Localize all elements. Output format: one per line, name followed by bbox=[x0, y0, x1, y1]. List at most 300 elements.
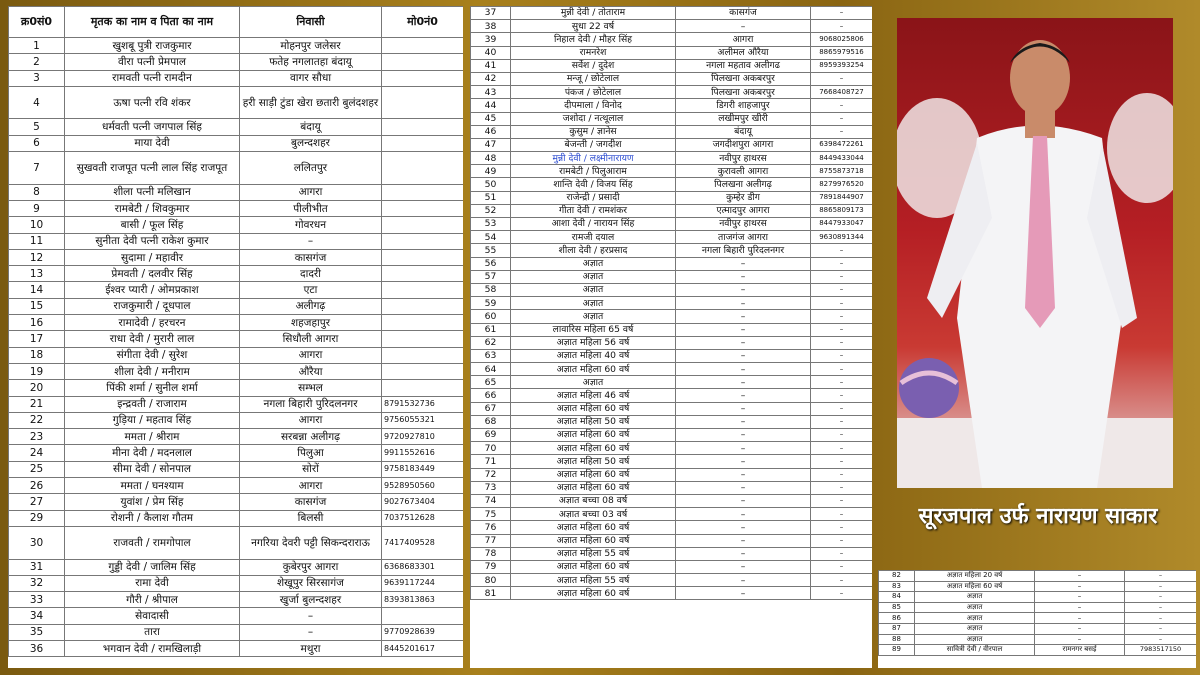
mobile-cell bbox=[382, 38, 464, 54]
resident-cell: खुर्जा बुलन्दशहर bbox=[240, 592, 382, 608]
mobile-cell bbox=[382, 233, 464, 249]
serial-cell: 84 bbox=[879, 592, 915, 603]
mobile-cell: – bbox=[1125, 571, 1197, 582]
name-cell: अज्ञात महिला 60 वर्ष bbox=[511, 587, 676, 600]
name-cell: कुसुम / ज्ञानेस bbox=[511, 125, 676, 138]
mobile-cell: 9756055321 bbox=[382, 412, 464, 428]
name-cell: रामबेटी / पिलुआराम bbox=[511, 165, 676, 178]
mobile-cell: – bbox=[1125, 623, 1197, 634]
resident-cell: एत्मादपुर आगरा bbox=[676, 204, 811, 217]
resident-cell: – bbox=[676, 363, 811, 376]
serial-cell: 60 bbox=[471, 310, 511, 323]
resident-cell: – bbox=[676, 323, 811, 336]
resident-cell: ललितपुर bbox=[240, 152, 382, 185]
serial-cell: 20 bbox=[9, 380, 65, 396]
table-row bbox=[471, 165, 873, 178]
table-row bbox=[471, 7, 873, 20]
resident-cell: पिलखना अकबरपुर bbox=[676, 72, 811, 85]
table-row bbox=[471, 376, 873, 389]
name-cell: रामबेटी / शिवकुमार bbox=[65, 200, 240, 216]
table-row bbox=[9, 363, 464, 379]
resident-cell: दादरी bbox=[240, 266, 382, 282]
resident-cell: – bbox=[676, 297, 811, 310]
name-cell: मुन्नी देवी / लक्ष्मीनारायण bbox=[511, 152, 676, 165]
table-row bbox=[879, 602, 1197, 613]
resident-cell: अलीमल औरैया bbox=[676, 46, 811, 59]
serial-cell: 52 bbox=[471, 204, 511, 217]
table-row bbox=[471, 112, 873, 125]
table-row bbox=[471, 218, 873, 231]
mobile-cell bbox=[382, 266, 464, 282]
table-row bbox=[471, 125, 873, 138]
mobile-cell: – bbox=[811, 574, 873, 587]
mobile-cell bbox=[382, 363, 464, 379]
name-cell: शीला देवी / मनीराम bbox=[65, 363, 240, 379]
resident-cell: – bbox=[676, 521, 811, 534]
resident-cell: नवीपुर हाथरस bbox=[676, 218, 811, 231]
serial-cell: 6 bbox=[9, 135, 65, 151]
name-cell: अज्ञात महिला 60 वर्ष bbox=[511, 521, 676, 534]
resident-cell: पिलुआ bbox=[240, 445, 382, 461]
mobile-cell: – bbox=[1125, 613, 1197, 624]
name-cell: धर्मवती पत्नी जगपाल सिंह bbox=[65, 119, 240, 135]
resident-cell: सम्भल bbox=[240, 380, 382, 396]
mobile-cell bbox=[382, 298, 464, 314]
mobile-cell: – bbox=[811, 376, 873, 389]
table-row bbox=[471, 336, 873, 349]
mobile-cell: 7668408727 bbox=[811, 86, 873, 99]
name-cell: अज्ञात bbox=[915, 592, 1035, 603]
mobile-cell: – bbox=[811, 534, 873, 547]
name-cell: ईश्वर प्यारी / ओमप्रकाश bbox=[65, 282, 240, 298]
table-row bbox=[471, 389, 873, 402]
name-cell: सुनीता देवी पत्नी राकेश कुमार bbox=[65, 233, 240, 249]
serial-cell: 66 bbox=[471, 389, 511, 402]
serial-cell: 35 bbox=[9, 624, 65, 640]
name-cell: जशोदा / नत्थूलाल bbox=[511, 112, 676, 125]
name-cell: सावित्री देवी / वीरपाल bbox=[915, 645, 1035, 656]
name-cell: शान्ति देवी / विजय सिंह bbox=[511, 178, 676, 191]
mobile-cell: – bbox=[811, 363, 873, 376]
serial-cell: 26 bbox=[9, 478, 65, 494]
header-resident: निवासी bbox=[240, 7, 382, 38]
mobile-cell: – bbox=[811, 587, 873, 600]
name-cell: सर्वेश / दुदेश bbox=[511, 59, 676, 72]
serial-cell: 30 bbox=[9, 526, 65, 559]
resident-cell: पिलखना अकबरपुर bbox=[676, 86, 811, 99]
name-cell: खुशबू पुत्री राजकुमार bbox=[65, 38, 240, 54]
mobile-cell: – bbox=[811, 99, 873, 112]
table-row bbox=[471, 297, 873, 310]
mobile-cell: – bbox=[811, 429, 873, 442]
serial-cell: 87 bbox=[879, 623, 915, 634]
serial-cell: 72 bbox=[471, 468, 511, 481]
resident-cell: आगरा bbox=[240, 412, 382, 428]
serial-cell: 63 bbox=[471, 349, 511, 362]
table-row bbox=[471, 587, 873, 600]
name-cell: अज्ञात महिला 20 वर्ष bbox=[915, 571, 1035, 582]
table-row bbox=[879, 634, 1197, 645]
resident-cell: – bbox=[676, 468, 811, 481]
serial-cell: 37 bbox=[471, 7, 511, 20]
resident-cell: अलीगढ़ bbox=[240, 298, 382, 314]
resident-cell: – bbox=[676, 429, 811, 442]
mobile-cell: 6368683301 bbox=[382, 559, 464, 575]
resident-cell: औरैया bbox=[240, 363, 382, 379]
portrait-illustration bbox=[897, 18, 1173, 488]
table-row bbox=[471, 283, 873, 296]
table-row bbox=[9, 640, 464, 656]
mobile-cell bbox=[382, 70, 464, 86]
serial-cell: 24 bbox=[9, 445, 65, 461]
resident-cell: पिलखना अलीगढ़ bbox=[676, 178, 811, 191]
table-row bbox=[9, 298, 464, 314]
name-cell: रामादेवी / हरचरन bbox=[65, 315, 240, 331]
name-cell: मीना देवी / मदनलाल bbox=[65, 445, 240, 461]
name-cell: अज्ञात महिला 60 वर्ष bbox=[511, 442, 676, 455]
resident-cell: – bbox=[676, 587, 811, 600]
serial-cell: 77 bbox=[471, 534, 511, 547]
serial-cell: 47 bbox=[471, 138, 511, 151]
name-cell: अज्ञात bbox=[511, 283, 676, 296]
mobile-cell: – bbox=[811, 349, 873, 362]
name-cell: अज्ञात महिला 50 वर्ष bbox=[511, 455, 676, 468]
table-row bbox=[9, 152, 464, 185]
resident-cell: – bbox=[676, 415, 811, 428]
serial-cell: 45 bbox=[471, 112, 511, 125]
table-row bbox=[9, 331, 464, 347]
mobile-cell bbox=[382, 217, 464, 233]
resident-cell: गोवरधन bbox=[240, 217, 382, 233]
name-cell: अज्ञात महिला 60 वर्ष bbox=[511, 560, 676, 573]
name-cell: अज्ञात bbox=[511, 376, 676, 389]
resident-cell: एटा bbox=[240, 282, 382, 298]
mobile-cell: 8279976520 bbox=[811, 178, 873, 191]
table-row bbox=[471, 46, 873, 59]
resident-cell: – bbox=[676, 257, 811, 270]
table-row bbox=[471, 244, 873, 257]
table-row bbox=[471, 547, 873, 560]
resident-cell: – bbox=[240, 608, 382, 624]
resident-cell: – bbox=[676, 20, 811, 33]
serial-cell: 79 bbox=[471, 560, 511, 573]
serial-cell: 41 bbox=[471, 59, 511, 72]
serial-cell: 78 bbox=[471, 547, 511, 560]
mobile-cell: 8445201617 bbox=[382, 640, 464, 656]
mobile-cell: 9770928639 bbox=[382, 624, 464, 640]
serial-cell: 5 bbox=[9, 119, 65, 135]
resident-cell: – bbox=[676, 494, 811, 507]
mobile-cell: 6398472261 bbox=[811, 138, 873, 151]
caption-title: सूरजपाल उर्फ नारायण साकार bbox=[918, 504, 1158, 529]
resident-cell: नगला महताव अलीगढ bbox=[676, 59, 811, 72]
name-cell: राधा देवी / मुरारी लाल bbox=[65, 331, 240, 347]
resident-cell: जगदीशपुरा आगरा bbox=[676, 138, 811, 151]
resident-cell: ताजगंज आगरा bbox=[676, 231, 811, 244]
mobile-cell bbox=[382, 315, 464, 331]
serial-cell: 89 bbox=[879, 645, 915, 656]
serial-cell: 14 bbox=[9, 282, 65, 298]
serial-cell: 33 bbox=[9, 592, 65, 608]
table-row bbox=[9, 592, 464, 608]
mobile-cell: 8865979516 bbox=[811, 46, 873, 59]
table-row bbox=[471, 455, 873, 468]
serial-cell: 25 bbox=[9, 461, 65, 477]
serial-cell: 49 bbox=[471, 165, 511, 178]
resident-cell: नवीपुर हाथरस bbox=[676, 152, 811, 165]
name-cell: मुन्नी देवी / तोताराम bbox=[511, 7, 676, 20]
table-row bbox=[9, 282, 464, 298]
name-cell: गुड़िया / महताव सिंह bbox=[65, 412, 240, 428]
portrait-photo bbox=[897, 18, 1173, 488]
table-row bbox=[9, 86, 464, 119]
table-row bbox=[9, 445, 464, 461]
resident-cell: नगला बिहारी पुरिदलनगर bbox=[240, 396, 382, 412]
mobile-cell: – bbox=[811, 125, 873, 138]
serial-cell: 9 bbox=[9, 200, 65, 216]
name-cell: वीरा पत्नी प्रेमपाल bbox=[65, 54, 240, 70]
table-row bbox=[471, 33, 873, 46]
header-mobile: मो0नं0 bbox=[382, 7, 464, 38]
mobile-cell: – bbox=[811, 494, 873, 507]
name-cell: सुखवती राजपूत पत्नी लाल सिंह राजपूत bbox=[65, 152, 240, 185]
table-row bbox=[471, 178, 873, 191]
table-row bbox=[9, 266, 464, 282]
serial-cell: 67 bbox=[471, 402, 511, 415]
table-row bbox=[9, 478, 464, 494]
mobile-cell: 9528950560 bbox=[382, 478, 464, 494]
serial-cell: 36 bbox=[9, 640, 65, 656]
table-row bbox=[9, 526, 464, 559]
serial-cell: 15 bbox=[9, 298, 65, 314]
mobile-cell: – bbox=[811, 244, 873, 257]
name-cell: पिंकी शर्मा / सुनील शर्मा bbox=[65, 380, 240, 396]
mobile-cell: – bbox=[811, 297, 873, 310]
serial-cell: 44 bbox=[471, 99, 511, 112]
mobile-cell bbox=[382, 54, 464, 70]
table-row bbox=[879, 571, 1197, 582]
serial-cell: 56 bbox=[471, 257, 511, 270]
mobile-cell: 8755873718 bbox=[811, 165, 873, 178]
table-row bbox=[879, 613, 1197, 624]
mobile-cell: – bbox=[811, 521, 873, 534]
mobile-cell: 9720927810 bbox=[382, 429, 464, 445]
table-row bbox=[9, 559, 464, 575]
resident-cell: नगला बिहारी पुरिदलनगर bbox=[676, 244, 811, 257]
resident-cell: रामनगर बसई bbox=[1035, 645, 1125, 656]
serial-cell: 82 bbox=[879, 571, 915, 582]
mobile-cell: 8449433044 bbox=[811, 152, 873, 165]
name-cell: रामा देवी bbox=[65, 575, 240, 591]
resident-cell: – bbox=[1035, 623, 1125, 634]
name-cell: तारा bbox=[65, 624, 240, 640]
table-row bbox=[471, 310, 873, 323]
mobile-cell: – bbox=[811, 270, 873, 283]
table-row bbox=[471, 20, 873, 33]
table-row bbox=[471, 152, 873, 165]
serial-cell: 13 bbox=[9, 266, 65, 282]
serial-cell: 71 bbox=[471, 455, 511, 468]
name-cell: अज्ञात महिला 60 वर्ष bbox=[511, 468, 676, 481]
name-cell: अज्ञात महिला 60 वर्ष bbox=[511, 481, 676, 494]
name-cell: अज्ञात महिला 60 वर्ष bbox=[915, 581, 1035, 592]
resident-cell: कासगंज bbox=[676, 7, 811, 20]
resident-cell: – bbox=[240, 624, 382, 640]
mobile-cell: 9639117244 bbox=[382, 575, 464, 591]
name-cell: अज्ञात महिला 46 वर्ष bbox=[511, 389, 676, 402]
serial-cell: 23 bbox=[9, 429, 65, 445]
resident-cell: – bbox=[1035, 581, 1125, 592]
mobile-cell: – bbox=[1125, 634, 1197, 645]
serial-cell: 38 bbox=[471, 20, 511, 33]
name-cell: ममता / घनश्याम bbox=[65, 478, 240, 494]
serial-cell: 85 bbox=[879, 602, 915, 613]
name-cell: अज्ञात bbox=[915, 602, 1035, 613]
name-cell: आशा देवी / नारायन सिंह bbox=[511, 218, 676, 231]
mobile-cell bbox=[382, 380, 464, 396]
mobile-cell: 9027673404 bbox=[382, 494, 464, 510]
serial-cell: 86 bbox=[879, 613, 915, 624]
resident-cell: आगरा bbox=[240, 347, 382, 363]
name-cell: बासी / फूल सिंह bbox=[65, 217, 240, 233]
header-serial: क्र0सं0 bbox=[9, 7, 65, 38]
table-row bbox=[9, 575, 464, 591]
name-cell: दीपमाला / विनोद bbox=[511, 99, 676, 112]
table-row bbox=[9, 38, 464, 54]
name-cell: गुड्डी देवी / जालिम सिंह bbox=[65, 559, 240, 575]
table-row bbox=[9, 396, 464, 412]
resident-cell: – bbox=[1035, 571, 1125, 582]
table-row bbox=[471, 204, 873, 217]
resident-cell: बुलन्दशहर bbox=[240, 135, 382, 151]
resident-cell: हरी साड़ी टुंडा खेरा छतारी बुलंदशहर bbox=[240, 86, 382, 119]
resident-cell: बिलसी bbox=[240, 510, 382, 526]
name-cell: अज्ञात महिला 40 वर्ष bbox=[511, 349, 676, 362]
table-row bbox=[9, 54, 464, 70]
name-cell: शीला पत्नी मलिखान bbox=[65, 184, 240, 200]
table-row bbox=[9, 200, 464, 216]
resident-cell: – bbox=[676, 547, 811, 560]
table-row bbox=[471, 442, 873, 455]
serial-cell: 2 bbox=[9, 54, 65, 70]
table-row bbox=[9, 315, 464, 331]
name-cell: अज्ञात bbox=[511, 270, 676, 283]
table-row bbox=[9, 380, 464, 396]
resident-cell: मोहनपुर जलेसर bbox=[240, 38, 382, 54]
mobile-cell: – bbox=[811, 389, 873, 402]
resident-cell: सिधौली आगरा bbox=[240, 331, 382, 347]
name-cell: अज्ञात bbox=[511, 297, 676, 310]
table-row bbox=[9, 624, 464, 640]
serial-cell: 21 bbox=[9, 396, 65, 412]
serial-cell: 51 bbox=[471, 191, 511, 204]
serial-cell: 68 bbox=[471, 415, 511, 428]
serial-cell: 39 bbox=[471, 33, 511, 46]
serial-cell: 7 bbox=[9, 152, 65, 185]
serial-cell: 43 bbox=[471, 86, 511, 99]
resident-cell: – bbox=[1035, 602, 1125, 613]
table-row bbox=[879, 623, 1197, 634]
resident-cell: शेखूपुर सिरसागंज bbox=[240, 575, 382, 591]
table-row bbox=[471, 494, 873, 507]
name-cell: गीता देवी / रामशंकर bbox=[511, 204, 676, 217]
resident-cell: – bbox=[1035, 613, 1125, 624]
table-row bbox=[9, 135, 464, 151]
name-cell: राजवती / रामगोपाल bbox=[65, 526, 240, 559]
mobile-cell: 9630891344 bbox=[811, 231, 873, 244]
resident-cell: – bbox=[676, 310, 811, 323]
table-row bbox=[471, 231, 873, 244]
mobile-cell: – bbox=[811, 547, 873, 560]
serial-cell: 69 bbox=[471, 429, 511, 442]
name-cell: इन्द्रवती / राजाराम bbox=[65, 396, 240, 412]
table-row bbox=[471, 191, 873, 204]
table-row bbox=[471, 363, 873, 376]
name-cell: रामनरेश bbox=[511, 46, 676, 59]
name-cell: राजेन्द्री / प्रसादी bbox=[511, 191, 676, 204]
name-cell: मन्जू / छोटेलाल bbox=[511, 72, 676, 85]
table-row bbox=[471, 574, 873, 587]
victims-table-3 bbox=[878, 570, 1196, 656]
mobile-cell: – bbox=[811, 112, 873, 125]
serial-cell: 19 bbox=[9, 363, 65, 379]
table-row bbox=[471, 402, 873, 415]
name-cell: अज्ञात महिला 60 वर्ष bbox=[511, 363, 676, 376]
name-cell: गौरी / श्रीपाल bbox=[65, 592, 240, 608]
name-cell: अज्ञात महिला 50 वर्ष bbox=[511, 415, 676, 428]
resident-cell: आगरा bbox=[240, 478, 382, 494]
resident-cell: कुबेरपुर आगरा bbox=[240, 559, 382, 575]
name-cell: अज्ञात bbox=[511, 257, 676, 270]
table-row bbox=[471, 560, 873, 573]
table-row bbox=[471, 534, 873, 547]
serial-cell: 83 bbox=[879, 581, 915, 592]
mobile-cell: – bbox=[811, 508, 873, 521]
resident-cell: – bbox=[676, 442, 811, 455]
resident-cell: फतेह नगलातहा बंदायू bbox=[240, 54, 382, 70]
victims-table-panel-3 bbox=[878, 570, 1196, 668]
resident-cell: – bbox=[676, 389, 811, 402]
serial-cell: 55 bbox=[471, 244, 511, 257]
serial-cell: 65 bbox=[471, 376, 511, 389]
name-cell: बेजन्ती / जगदीश bbox=[511, 138, 676, 151]
resident-cell: आगरा bbox=[676, 33, 811, 46]
mobile-cell: – bbox=[811, 7, 873, 20]
table-row bbox=[471, 99, 873, 112]
table-row bbox=[471, 59, 873, 72]
resident-cell: – bbox=[1035, 634, 1125, 645]
resident-cell: पीलीभीत bbox=[240, 200, 382, 216]
mobile-cell: – bbox=[811, 20, 873, 33]
mobile-cell bbox=[382, 86, 464, 119]
table-row bbox=[471, 138, 873, 151]
table-row bbox=[471, 323, 873, 336]
victims-table-2 bbox=[470, 6, 872, 600]
serial-cell: 80 bbox=[471, 574, 511, 587]
resident-cell: – bbox=[1035, 592, 1125, 603]
mobile-cell: 8865809173 bbox=[811, 204, 873, 217]
table-row bbox=[471, 508, 873, 521]
victims-table-1 bbox=[8, 6, 463, 657]
table-row bbox=[471, 415, 873, 428]
name-cell: अज्ञात bbox=[511, 310, 676, 323]
serial-cell: 4 bbox=[9, 86, 65, 119]
table-header bbox=[9, 7, 464, 38]
mobile-cell bbox=[382, 347, 464, 363]
table-row bbox=[471, 481, 873, 494]
mobile-cell bbox=[382, 331, 464, 347]
name-cell: अज्ञात महिला 55 वर्ष bbox=[511, 547, 676, 560]
